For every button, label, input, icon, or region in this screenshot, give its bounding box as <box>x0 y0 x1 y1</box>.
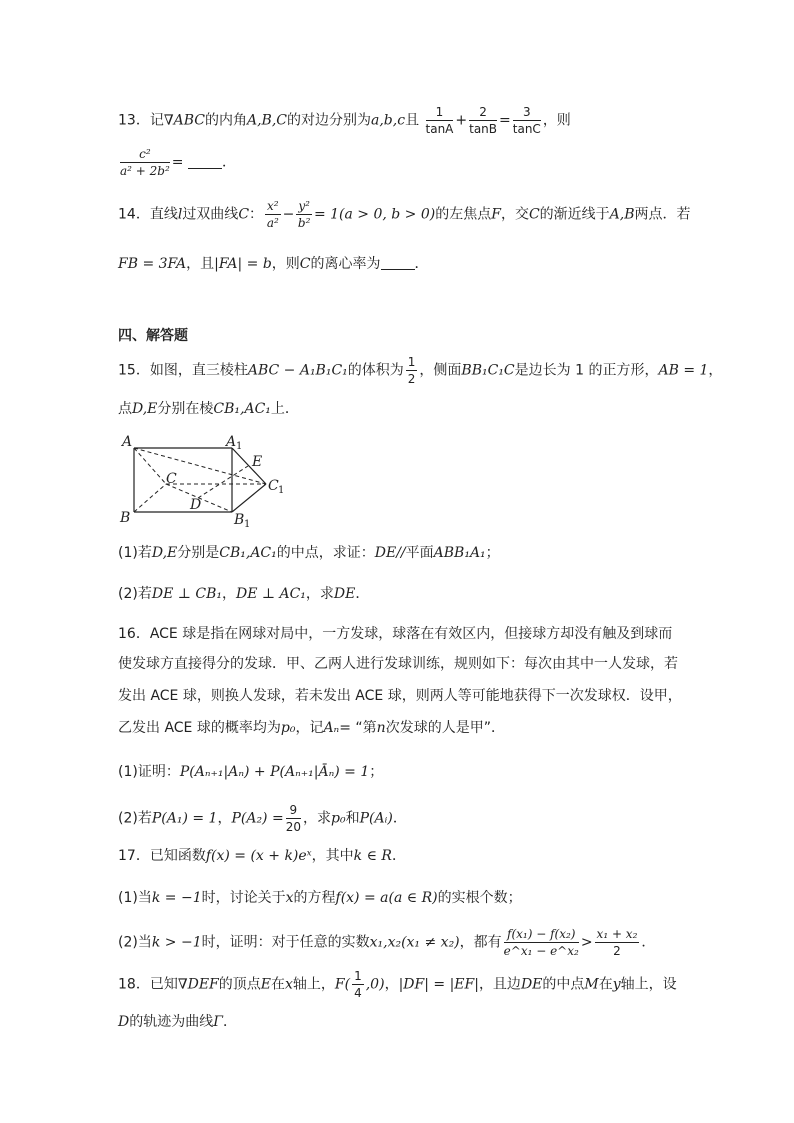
q13-math: a,b,c <box>371 112 406 129</box>
question-16-line-3: 发出 ACE 球，则换人发球，若未发出 ACE 球，则两人等可能地获得下一次发球权．设甲， <box>118 688 682 704</box>
q18-text: 的中点 <box>542 976 585 993</box>
q15-text: 分别是 <box>177 545 220 561</box>
numerator: x² <box>267 199 279 213</box>
q15-text: (2)若 <box>118 586 152 602</box>
q17-text: 时，讨论关于 <box>201 890 286 906</box>
q13-text: 的内角 <box>204 112 247 129</box>
q15-text: 上． <box>270 401 299 417</box>
q15-text: ， <box>708 362 723 379</box>
q14-text: 的左焦点 <box>435 206 492 223</box>
q15-math: CB₁,AC₁ <box>219 545 277 561</box>
q15-text: 是边长为 1 的正方形， <box>514 362 659 379</box>
q18-text: ， <box>384 976 399 993</box>
question-16-line-1: 16．ACE 球是指在网球对局中，一方发球，球落在有效区内，但接球方却没有触及到球而 <box>118 626 673 642</box>
numerator: 3 <box>513 104 541 121</box>
q14-math: |FA| = b <box>214 256 272 272</box>
denominator: b² <box>297 216 311 230</box>
question-17-line-1 <box>118 844 406 868</box>
denominator: tanC <box>512 122 541 136</box>
minus: − <box>282 206 295 223</box>
edge-AC1 <box>134 448 266 484</box>
q17-math: k ∈ R <box>353 848 392 864</box>
label-B: B <box>120 510 131 526</box>
q14-text: 的离心率为 <box>310 256 381 272</box>
q17-text: (1)当 <box>118 890 152 906</box>
q18-math: ,0) <box>365 976 385 993</box>
denominator: 20 <box>285 820 301 834</box>
numerator: 2 <box>469 104 497 121</box>
q13-math: A,B,C <box>246 112 287 129</box>
q15-math: BB₁C₁C <box>461 362 515 379</box>
q17-math: k > −1 <box>151 934 202 951</box>
greater-than: > <box>580 934 593 951</box>
question-16-line-2: 使发球方直接得分的发球．甲、乙两人进行发球训练，规则如下：每次由其中一人发球，若 <box>118 656 678 672</box>
prism-figure <box>118 432 298 532</box>
q15-text: ， <box>221 586 236 602</box>
q14-math: C <box>299 256 311 272</box>
q15-text: 平面 <box>405 545 434 561</box>
q14-text: ，则 <box>271 256 300 272</box>
edge-BC <box>134 484 166 512</box>
question-15-part-2 <box>118 582 369 606</box>
q15-text: 分别在棱 <box>157 401 214 417</box>
q14-math: FB = 3FA <box>118 256 187 272</box>
q16-math: n <box>376 720 386 736</box>
q15-math: ABB₁A₁ <box>433 545 486 561</box>
numerator: 1 <box>426 104 454 121</box>
q16-math: Aₙ <box>323 720 340 736</box>
question-17-part-1 <box>118 886 522 910</box>
q18-math: |DF| = |EF| <box>398 976 479 993</box>
q18-text: 在 <box>271 976 285 993</box>
q15-math: DE// <box>374 545 406 561</box>
section-heading: 四、解答题 <box>118 328 188 344</box>
q16-text: 次发球的人是甲”． <box>385 720 505 736</box>
q14-text: 两点．若 <box>634 206 691 223</box>
q16-text: (2)若 <box>118 810 152 827</box>
q13-prefix: 13．记 <box>118 112 164 129</box>
denominator: tanA <box>425 122 454 136</box>
q17-text: 的实根个数； <box>437 890 522 906</box>
q16-text: ． <box>392 810 407 827</box>
q15-volume-fraction <box>406 354 418 387</box>
q13-text: ． <box>221 154 236 171</box>
q13-triangle: ∇ABC <box>163 112 205 129</box>
q18-math: Γ <box>213 1014 223 1030</box>
q15-math: D,E <box>151 545 178 561</box>
edge-B1C1 <box>232 484 266 512</box>
segment-DE <box>198 466 248 498</box>
q17-math: x <box>285 890 294 906</box>
q18-text: ，且边 <box>478 976 521 993</box>
q18-text: 轴上， <box>292 976 335 993</box>
denominator: a² <box>266 216 279 230</box>
q14-text: ，且 <box>186 256 215 272</box>
q15-math: DE <box>333 586 356 602</box>
q14-math: = 1(a > 0, b > 0) <box>313 206 436 223</box>
q15-text: 的中点，求证： <box>276 545 375 561</box>
q14-math: C <box>528 206 540 223</box>
numerator: x₁ + x₂ <box>596 927 638 941</box>
label-C: C <box>166 471 177 487</box>
q14-math: F <box>491 206 501 223</box>
q15-text: 15．如图，直三棱柱 <box>118 362 248 379</box>
q17-math: k = −1 <box>151 890 202 906</box>
question-18-line-2 <box>118 1010 237 1034</box>
q15-math: DE ⊥ AC₁ <box>235 586 306 602</box>
q18-math: M <box>584 976 599 993</box>
denominator: e^x₁ − e^x₂ <box>503 944 579 958</box>
q15-text: 点 <box>118 401 132 417</box>
question-14-line-2 <box>118 252 429 276</box>
equals: = <box>171 154 184 171</box>
q18-text: 18．已知 <box>118 976 178 993</box>
question-17-part-2 <box>118 926 655 959</box>
q15-math: CB₁,AC₁ <box>213 401 271 417</box>
label-C1: C <box>268 478 279 494</box>
q14-fraction-y <box>296 198 312 231</box>
label-B1: B <box>234 512 245 528</box>
q14-fraction-x <box>265 198 281 231</box>
q14-text: 的渐近线于 <box>539 206 610 223</box>
q18-math: F( <box>334 976 351 993</box>
label-A: A <box>122 434 133 450</box>
subscript-1: 1 <box>236 441 243 452</box>
question-14-line-1 <box>118 198 691 231</box>
answer-blank <box>381 255 415 270</box>
q17-math: f(x) = a(a ∈ R) <box>335 890 438 906</box>
label-E: E <box>252 454 263 470</box>
q14-text: ． <box>414 256 429 272</box>
denominator: 2 <box>613 944 621 958</box>
q15-text: ． <box>355 586 370 602</box>
q15-text: ； <box>485 545 500 561</box>
q16-math: P(Aᵢ) <box>359 810 393 827</box>
question-15-line-2 <box>118 397 299 421</box>
q17-text: ，其中 <box>311 848 354 864</box>
q15-math: DE ⊥ CB₁ <box>151 586 222 602</box>
numerator: y² <box>298 199 310 213</box>
q14-text: 过双曲线 <box>182 206 239 223</box>
q15-text: ，侧面 <box>419 362 462 379</box>
q18-text: 的轨迹为曲线 <box>129 1014 214 1030</box>
denominator: 4 <box>354 986 362 1000</box>
q15-math: ABC − A₁B₁C₁ <box>247 362 348 379</box>
q13-answer-fraction <box>120 146 170 179</box>
q17-text: ． <box>391 848 406 864</box>
q16-math: P(Aₙ₊₁|Aₙ) + P(Aₙ₊₁|Āₙ) = 1 <box>179 764 370 780</box>
q13-fraction-2 <box>469 104 497 137</box>
label-A1: A <box>226 434 237 450</box>
numerator: f(x₁) − f(x₂) <box>504 926 579 943</box>
q16-text: ， <box>217 810 232 827</box>
question-15-line-1 <box>118 354 722 387</box>
q16-text: ，求 <box>302 810 331 827</box>
q13-text: ，则 <box>542 112 571 129</box>
q13-text: 且 <box>405 112 420 129</box>
q13-fraction-3 <box>513 104 541 137</box>
q17-text: 的方程 <box>293 890 336 906</box>
numerator: 1 <box>407 355 416 369</box>
q14-math: C <box>238 206 250 223</box>
q18-text: ． <box>222 1014 237 1030</box>
denominator: a² + 2b² <box>120 164 170 178</box>
q18-math: E <box>260 976 271 993</box>
q18-math: x <box>285 976 293 993</box>
q15-text: ，求 <box>305 586 334 602</box>
q17-fraction-1 <box>504 926 579 959</box>
q16-text: (1)证明： <box>118 764 180 780</box>
q14-text: ： <box>249 206 264 223</box>
question-18-line-1 <box>118 968 677 1001</box>
q13-fraction-1 <box>426 104 454 137</box>
question-16-line-4 <box>118 716 505 740</box>
q14-text: ，交 <box>500 206 529 223</box>
q17-text: ，都有 <box>459 934 502 951</box>
q18-math: ∇DEF <box>177 976 219 993</box>
q18-math: D <box>118 1014 130 1030</box>
q16-text: ； <box>369 764 384 780</box>
question-16-part-1 <box>118 760 383 784</box>
q17-text: (2)当 <box>118 934 152 951</box>
q16-text: 和 <box>345 810 360 827</box>
q14-prefix: 14．直线 <box>118 206 178 223</box>
q16-fraction <box>286 802 301 835</box>
numerator: c² <box>120 146 170 163</box>
q17-math: f(x) = (x + k)eˣ <box>205 848 312 864</box>
q13-text: 的对边分别为 <box>287 112 371 129</box>
denominator: tanB <box>469 122 498 136</box>
question-13-line-2 <box>118 146 236 179</box>
question-15-part-1 <box>118 541 500 565</box>
q16-text: 乙发出 ACE 球的概率均为 <box>118 720 281 736</box>
q17-fraction-2 <box>595 926 640 959</box>
q15-text: 的体积为 <box>347 362 404 379</box>
q15-math: D,E <box>132 401 158 417</box>
q15-text: (1)若 <box>118 545 152 561</box>
q17-text: 时，证明：对于任意的实数 <box>201 934 370 951</box>
q16-text: ，记 <box>295 720 324 736</box>
q18-math: DE <box>520 976 543 993</box>
q18-text: 的顶点 <box>218 976 261 993</box>
q18-math: y <box>612 976 621 993</box>
label-D: D <box>190 497 202 513</box>
q15-math: AB = 1 <box>658 362 709 379</box>
q17-text: ． <box>641 934 656 951</box>
q16-math: p₀ <box>280 720 296 736</box>
numerator: 1 <box>354 969 362 983</box>
q16-text: = “第 <box>339 720 377 736</box>
q17-math: x₁,x₂(x₁ ≠ x₂) <box>369 934 460 951</box>
q17-text: 17．已知函数 <box>118 848 206 864</box>
question-13-line-1: 13．记∇ABC的内角A,B,C的对边分别为a,b,c且 $\frac{1}{\tan A}$ + $\frac{2}{\tan B}$ = $\frac{3}{\tan C}$ ，则 <box>118 105 571 136</box>
q14-math: l <box>177 206 183 223</box>
q18-fraction <box>352 968 364 1001</box>
numerator: 9 <box>286 802 301 819</box>
question-16-part-2 <box>118 802 407 835</box>
edge-AC <box>134 448 166 484</box>
denominator: 2 <box>407 372 416 386</box>
answer-blank <box>188 154 222 169</box>
q16-math: p₀ <box>330 810 346 827</box>
q14-math: A,B <box>609 206 635 223</box>
q18-text: 在 <box>598 976 613 993</box>
q16-math: P(A₂) = <box>231 810 284 827</box>
subscript-1: 1 <box>278 485 285 496</box>
q16-math: P(A₁) = 1 <box>151 810 218 827</box>
subscript-1: 1 <box>244 519 251 530</box>
q18-text: 轴上，设 <box>620 976 677 993</box>
